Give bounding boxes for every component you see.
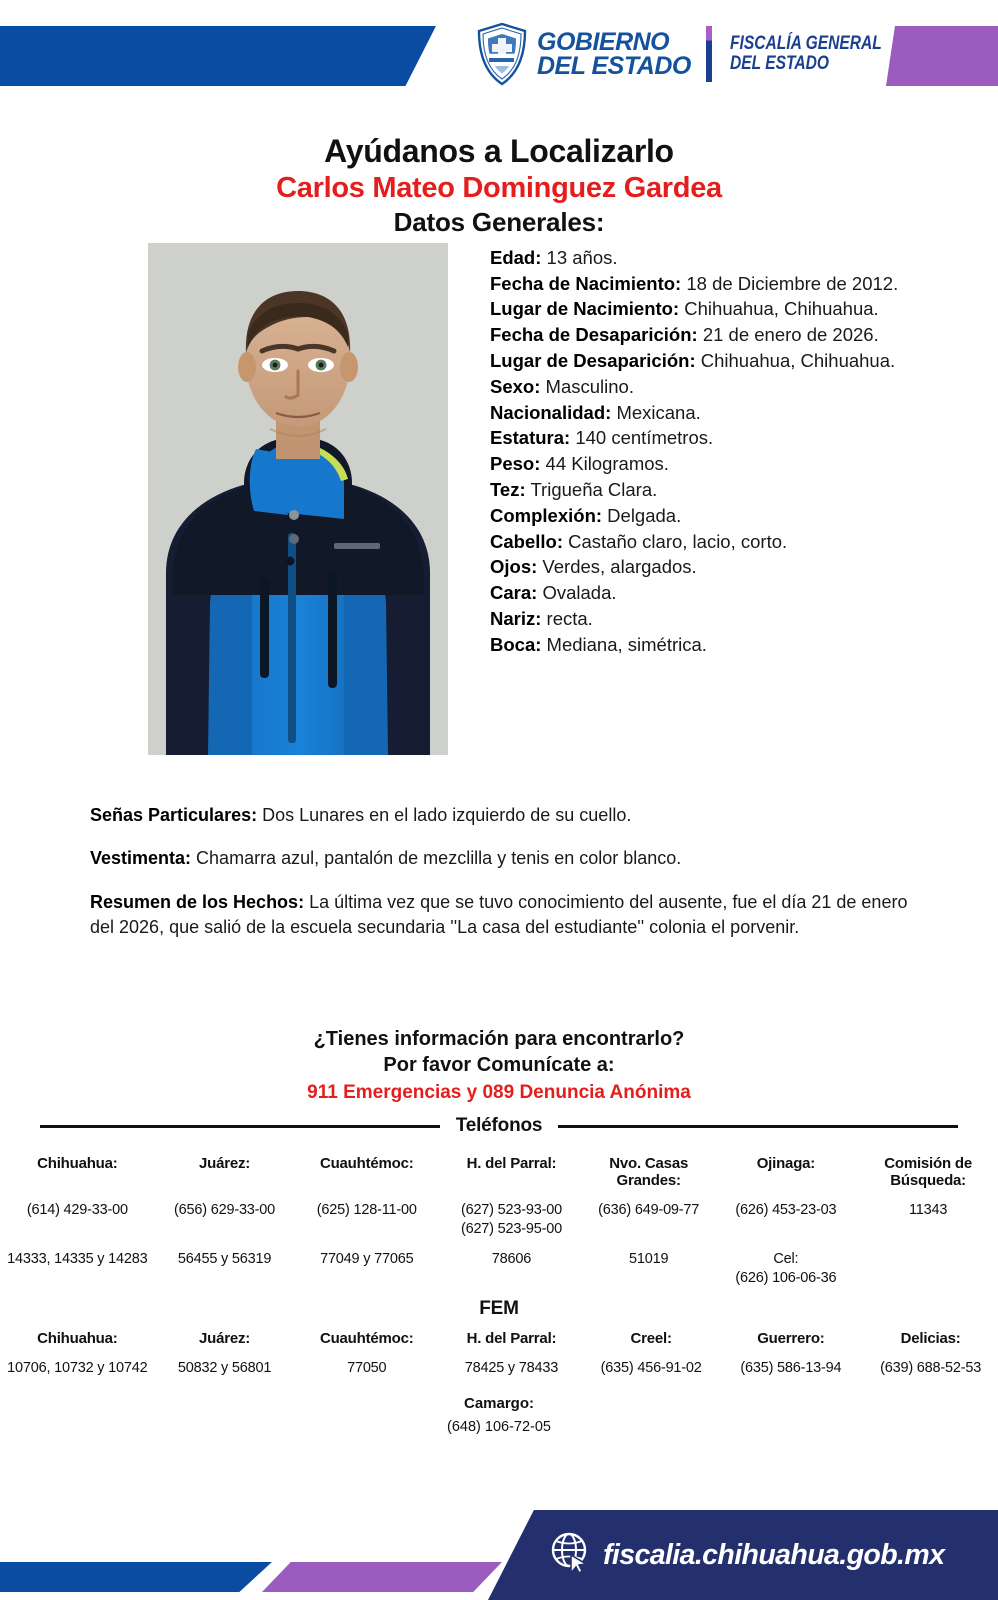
notes-section: [0, 755, 998, 941]
col-guerrero: Guerrero:: [757, 1329, 825, 1347]
col-delicias: Delicias:: [900, 1329, 961, 1347]
detail-value: 18 de Diciembre de 2012.: [681, 272, 899, 294]
cell-phone: 50832 y 56801: [177, 1359, 272, 1376]
header-blue-decoration: [0, 26, 436, 86]
cell-phone: 78606: [491, 1251, 532, 1268]
note-value: Dos Lunares en el lado izquierdo de su cuello.: [257, 804, 632, 825]
detail-edad: [490, 245, 908, 271]
cell-phone: (626) 453-23-03: [735, 1202, 837, 1218]
detail-fecha-nacimiento: [490, 271, 908, 297]
table-row: [0, 1195, 998, 1244]
detail-value: recta.: [541, 607, 593, 629]
main-content: [0, 243, 998, 1435]
detail-label: Complexión:: [490, 504, 603, 526]
detail-label: Lugar de Desaparición:: [490, 349, 696, 371]
rule-right: [558, 1125, 958, 1128]
col-chihuahua: Chihuahua:: [37, 1155, 118, 1172]
detail-fecha-desaparicion: [490, 322, 908, 348]
cell-phone: 11343: [909, 1202, 948, 1218]
footer-purple-decoration: [262, 1562, 502, 1592]
detail-value: Ovalada.: [537, 582, 617, 604]
government-shield-icon: [476, 22, 528, 86]
col-chihuahua: Chihuahua:: [37, 1329, 118, 1347]
telefonos-label: Teléfonos: [455, 1115, 543, 1136]
note-senas-particulares: [90, 803, 926, 829]
detail-value: 13 años.: [541, 246, 618, 268]
cell-phone: 78425 y 78433: [464, 1359, 559, 1376]
cell-phone: 51019: [629, 1251, 669, 1268]
gobierno-line1: GOBIERNO: [537, 27, 670, 56]
detail-value: Masculino.: [540, 375, 634, 397]
detail-label: Fecha de Nacimiento:: [490, 272, 682, 294]
detail-label: Lugar de Nacimiento:: [490, 298, 680, 320]
note-label: Resumen de los Hechos:: [90, 891, 305, 912]
gobierno-line2: DEL ESTADO: [537, 52, 691, 80]
detail-label: Sexo:: [490, 375, 541, 397]
fiscalia-wordmark: [730, 34, 882, 73]
fiscalia-line1: FISCALÍA GENERAL: [729, 33, 882, 55]
note-vestimenta: [90, 846, 926, 872]
col-cuauhtemoc: Cuauhtémoc:: [319, 1329, 414, 1347]
camargo-block: [0, 1395, 998, 1435]
cell-phone: (625) 128-11-00: [316, 1202, 417, 1218]
detail-tez: [490, 477, 908, 503]
col-nvo-casas-grandes: Nvo. Casas Grandes:: [609, 1155, 689, 1189]
cell-phone: (656) 629-33-00: [174, 1202, 276, 1218]
detail-value: Mediana, simétrica.: [541, 633, 707, 655]
call-to-action: [0, 1027, 998, 1106]
cell-phone: 10706, 10732 y 10742: [7, 1359, 148, 1376]
cell-phone: [858, 1244, 998, 1293]
cell-phone: (627) 523-93-00 (627) 523-95-00: [460, 1202, 562, 1238]
detail-lugar-desaparicion: [490, 348, 908, 374]
cell-phone: (614) 429-33-00: [26, 1202, 128, 1218]
detail-cabello: [490, 529, 908, 555]
footer-blue-decoration: [0, 1562, 272, 1592]
rule-left: [40, 1125, 440, 1128]
cell-phone: (639) 688-52-53: [880, 1359, 982, 1376]
missing-person-photo: [148, 243, 448, 755]
col-juarez: Juárez:: [198, 1329, 251, 1347]
col-parral: H. del Parral:: [466, 1329, 557, 1347]
section-heading-datos-generales: Datos Generales:: [393, 206, 605, 237]
detail-label: Peso:: [490, 453, 541, 475]
detail-label: Tez:: [490, 478, 526, 500]
detail-label: Nariz:: [490, 607, 542, 629]
cell-phone: 56455 y 56319: [177, 1251, 272, 1268]
detail-label: Boca:: [490, 633, 542, 655]
table-header-row: [0, 1151, 998, 1195]
fem-table: [0, 1326, 998, 1383]
detail-cara: [490, 580, 908, 606]
poster-title-block: [0, 132, 998, 238]
detail-nariz: [490, 606, 908, 632]
logo-divider: [706, 26, 712, 82]
note-resumen-hechos: [90, 890, 926, 941]
details-list: [448, 243, 998, 658]
detail-lugar-nacimiento: [490, 296, 908, 322]
detail-nacionalidad: [490, 400, 908, 426]
cta-emergency-numbers: 911 Emergencias y 089 Denuncia Anónima: [307, 1082, 691, 1104]
detail-label: Cara:: [490, 582, 538, 604]
detail-value: Chihuahua, Chihuahua.: [695, 349, 896, 371]
col-creel: Creel:: [630, 1329, 672, 1347]
detail-ojos: [490, 554, 908, 580]
detail-value: Chihuahua, Chihuahua.: [679, 298, 879, 320]
detail-value: Delgada.: [602, 504, 682, 526]
cta-question: ¿Tienes información para encontrarlo?: [313, 1027, 685, 1050]
fiscalia-line2: DEL ESTADO: [729, 53, 829, 74]
header-logo-group: [476, 22, 915, 86]
telefonos-table: [0, 1151, 998, 1294]
page-header: [0, 0, 998, 118]
note-label: Señas Particulares:: [90, 804, 258, 825]
note-value: La última vez que se tuvo conocimiento del ausente, fue el día 21 de enero del 2026, que salió de la escuela secundaria ''La casa del estudiante'' colonia el porvenir.: [90, 891, 908, 938]
page-title: Ayúdanos a Localizarlo: [324, 133, 674, 169]
telefonos-heading: [40, 1115, 958, 1137]
detail-label: Ojos:: [490, 556, 538, 578]
detail-label: Nacionalidad:: [490, 401, 612, 423]
detail-sexo: [490, 374, 908, 400]
table-row: [0, 1244, 998, 1293]
footer-content: [488, 1510, 998, 1600]
camargo-label: Camargo:: [463, 1394, 534, 1412]
note-label: Vestimenta:: [90, 848, 192, 869]
detail-label: Fecha de Desaparición:: [490, 324, 698, 346]
detail-estatura: [490, 425, 908, 451]
table-row: [0, 1353, 998, 1383]
detail-value: Trigueña Clara.: [525, 478, 658, 500]
cell-phone: (635) 586-13-94: [740, 1359, 842, 1376]
fem-heading: FEM: [479, 1297, 519, 1319]
col-juarez: Juárez:: [198, 1155, 251, 1172]
detail-value: 21 de enero de 2026.: [697, 324, 879, 346]
camargo-number: (648) 106-72-05: [447, 1418, 551, 1435]
cell-phone: Cel: (626) 106-06-36: [735, 1251, 837, 1287]
col-ojinaga: Ojinaga:: [756, 1155, 816, 1172]
col-parral: H. del Parral:: [466, 1155, 557, 1172]
detail-value: Castaño claro, lacio, corto.: [562, 530, 788, 552]
col-cuauhtemoc: Cuauhtémoc:: [319, 1155, 414, 1172]
col-comision-busqueda: Comisión de Búsqueda:: [884, 1155, 973, 1189]
cell-phone: 14333, 14335 y 14283: [7, 1251, 148, 1268]
detail-label: Estatura:: [490, 427, 571, 449]
footer-website-url: fiscalia.chihuahua.gob.mx: [603, 1538, 945, 1571]
detail-value: 140 centímetros.: [570, 427, 714, 449]
cell-phone: (635) 456-91-02: [600, 1359, 702, 1376]
detail-peso: [490, 451, 908, 477]
detail-label: Cabello:: [490, 530, 563, 552]
cta-instruction: Por favor Comunícate a:: [383, 1053, 615, 1076]
detail-boca: [490, 632, 908, 658]
detail-label: Edad:: [490, 246, 542, 268]
missing-person-name: Carlos Mateo Dominguez Gardea: [276, 172, 722, 205]
table-header-row: [0, 1326, 998, 1353]
gobierno-wordmark: [537, 27, 691, 80]
detail-complexion: [490, 503, 908, 529]
detail-value: Verdes, alargados.: [537, 556, 697, 578]
detail-value: Mexicana.: [611, 401, 701, 423]
globe-icon: [550, 1531, 592, 1580]
cell-phone: 77049 y 77065: [320, 1251, 414, 1268]
note-value: Chamarra azul, pantalón de mezclilla y tenis en color blanco.: [191, 848, 682, 869]
cell-phone: (636) 649-09-77: [598, 1202, 700, 1218]
page-footer: [0, 1488, 998, 1600]
detail-value: 44 Kilogramos.: [540, 453, 669, 475]
cell-phone: 77050: [347, 1359, 387, 1376]
